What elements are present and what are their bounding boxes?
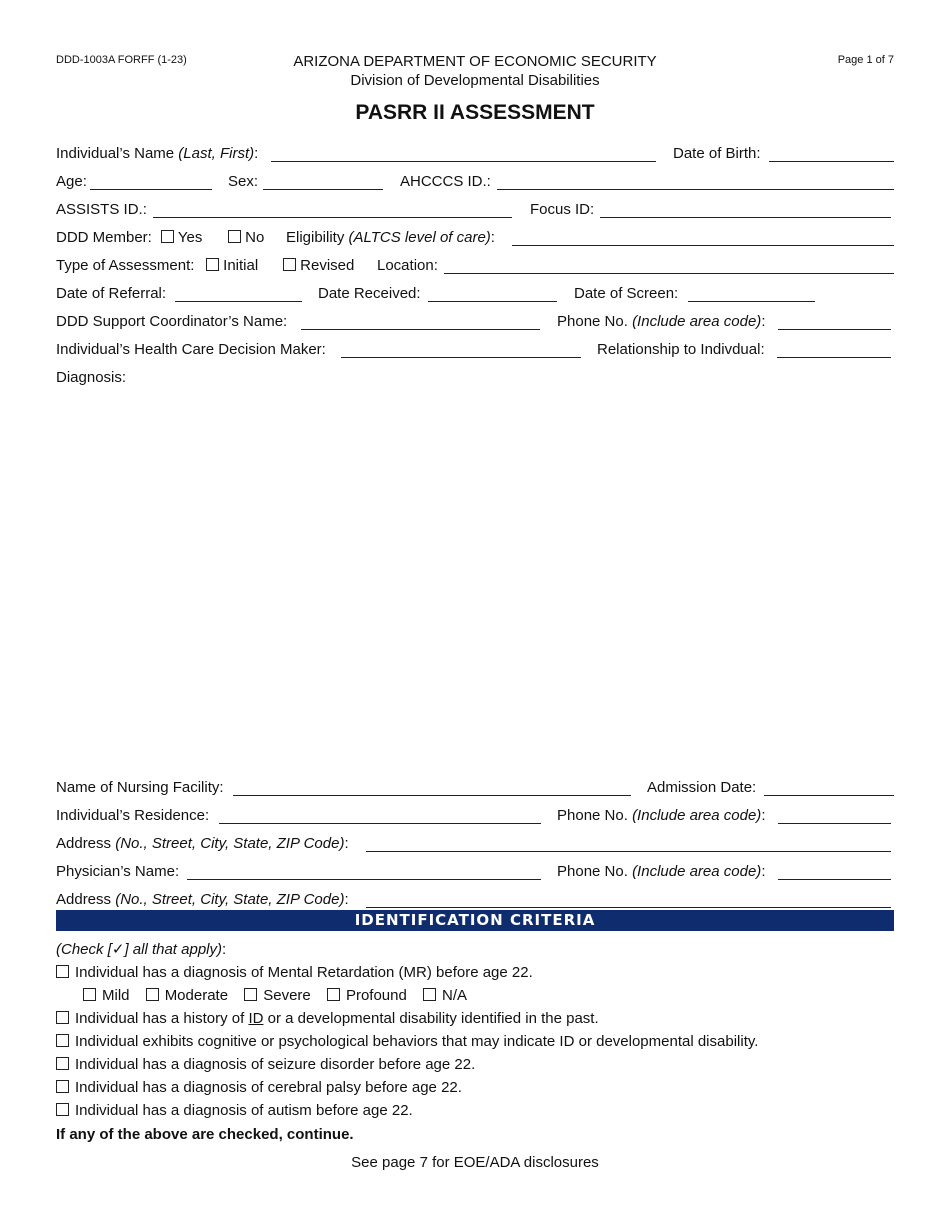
form-code: DDD-1003A FORFF (1-23) (56, 54, 187, 66)
ddd-yes-option[interactable]: Yes (161, 229, 202, 247)
date-screen-field[interactable] (688, 301, 815, 302)
decision-maker-field[interactable] (341, 357, 581, 358)
row-name (56, 145, 894, 165)
eligibility-field[interactable] (512, 245, 894, 246)
physician-address-field[interactable] (366, 907, 891, 908)
criteria-item-mr[interactable]: Individual has a diagnosis of Mental Retardation (MR) before age 22. (56, 964, 533, 982)
name-field[interactable] (271, 161, 656, 162)
ahcccs-label: AHCCCS ID.: (400, 173, 491, 190)
row-age (56, 173, 894, 193)
location-label: Location: (377, 257, 438, 274)
revised-option[interactable]: Revised (283, 257, 354, 275)
residence-phone-label: Phone No. (Include area code): (557, 807, 766, 824)
criteria-item-cerebral-palsy[interactable]: Individual has a diagnosis of cerebral palsy before age 22. (56, 1079, 462, 1097)
relationship-field[interactable] (777, 357, 891, 358)
row-decision-maker (56, 341, 894, 361)
diagnosis-label: Diagnosis: (56, 369, 127, 386)
relationship-label: Relationship to Indivdual: (597, 341, 765, 358)
dob-label: Date of Birth: (673, 145, 761, 162)
admission-date-label: Admission Date: (647, 779, 757, 796)
continue-note: If any of the above are checked, continue. (56, 1126, 354, 1143)
criteria-id-checkbox[interactable] (56, 1011, 69, 1024)
ddd-no-option[interactable]: No (228, 229, 264, 247)
row-residence (56, 807, 894, 827)
row-residence-address (56, 835, 894, 855)
severity-moderate-checkbox[interactable] (146, 988, 159, 1001)
severity-na-checkbox[interactable] (423, 988, 436, 1001)
division-name: Division of Developmental Disabilities (350, 72, 600, 89)
criteria-autism-checkbox[interactable] (56, 1103, 69, 1116)
ahcccs-field[interactable] (497, 189, 894, 190)
row-physician-address (56, 891, 894, 911)
residence-phone-field[interactable] (778, 823, 891, 824)
assists-field[interactable] (153, 217, 512, 218)
focus-field[interactable] (600, 217, 891, 218)
decision-maker-label: Individual’s Health Care Decision Maker: (56, 341, 326, 358)
ddd-member-label: DDD Member: (56, 229, 152, 246)
initial-checkbox[interactable] (206, 258, 219, 271)
physician-phone-field[interactable] (778, 879, 891, 880)
coordinator-label: DDD Support Coordinator’s Name: (56, 313, 288, 330)
row-ddd-member (56, 229, 894, 249)
age-field[interactable] (90, 189, 212, 190)
severity-severe-checkbox[interactable] (244, 988, 257, 1001)
physician-phone-label: Phone No. (Include area code): (557, 863, 766, 880)
sex-field[interactable] (263, 189, 383, 190)
nursing-facility-label: Name of Nursing Facility: (56, 779, 224, 796)
residence-address-label: Address (No., Street, City, State, ZIP Code): (56, 835, 349, 852)
sex-label: Sex: (228, 173, 259, 190)
age-label: Age: (56, 173, 87, 190)
dob-field[interactable] (769, 161, 894, 162)
agency-name: ARIZONA DEPARTMENT OF ECONOMIC SECURITY (293, 53, 657, 70)
criteria-seizure-checkbox[interactable] (56, 1057, 69, 1070)
criteria-cognitive-checkbox[interactable] (56, 1034, 69, 1047)
ddd-yes-checkbox[interactable] (161, 230, 174, 243)
row-coordinator (56, 313, 894, 333)
assists-label: ASSISTS ID.: (56, 201, 147, 218)
diagnosis-area[interactable] (56, 392, 894, 762)
physician-label: Physician’s Name: (56, 863, 180, 880)
criteria-mr-checkbox[interactable] (56, 965, 69, 978)
section-banner: IDENTIFICATION CRITERIA (56, 910, 894, 931)
residence-label: Individual’s Residence: (56, 807, 210, 824)
footer-note: See page 7 for EOE/ADA disclosures (351, 1154, 599, 1171)
check-mark-icon: ✓ (111, 941, 125, 958)
physician-address-label: Address (No., Street, City, State, ZIP Code): (56, 891, 349, 908)
severity-severe[interactable]: Severe (244, 987, 311, 1004)
row-assists (56, 201, 894, 221)
severity-mild-checkbox[interactable] (83, 988, 96, 1001)
criteria-item-autism[interactable]: Individual has a diagnosis of autism before age 22. (56, 1102, 413, 1120)
physician-field[interactable] (187, 879, 541, 880)
severity-mild[interactable]: Mild (83, 987, 130, 1004)
date-received-label: Date Received: (318, 285, 421, 302)
row-assessment-type (56, 257, 894, 277)
severity-profound[interactable]: Profound (327, 987, 407, 1004)
page-title: PASRR II ASSESSMENT (355, 101, 595, 124)
residence-address-field[interactable] (366, 851, 891, 852)
coordinator-phone-label: Phone No. (Include area code): (557, 313, 766, 330)
date-received-field[interactable] (428, 301, 557, 302)
residence-field[interactable] (219, 823, 541, 824)
initial-option[interactable]: Initial (206, 257, 258, 275)
focus-label: Focus ID: (530, 201, 595, 218)
admission-date-field[interactable] (764, 795, 894, 796)
criteria-item-cognitive[interactable]: Individual exhibits cognitive or psychological behaviors that may indicate ID or developmental disability. (56, 1033, 758, 1051)
coordinator-phone-field[interactable] (778, 329, 891, 330)
nursing-facility-field[interactable] (233, 795, 631, 796)
criteria-item-id[interactable]: Individual has a history of ID or a developmental disability identified in the past. (56, 1010, 599, 1028)
location-field[interactable] (444, 273, 894, 274)
row-dates (56, 285, 894, 305)
name-label: Individual’s Name (Last, First): (56, 145, 259, 162)
assessment-type-label: Type of Assessment: (56, 257, 195, 274)
row-physician (56, 863, 894, 883)
date-referral-field[interactable] (175, 301, 302, 302)
severity-moderate[interactable]: Moderate (146, 987, 228, 1004)
criteria-cerebral-palsy-checkbox[interactable] (56, 1080, 69, 1093)
severity-na[interactable]: N/A (423, 987, 467, 1004)
severity-options (83, 987, 467, 1005)
page-number: Page 1 of 7 (837, 54, 894, 66)
eligibility-label: Eligibility (ALTCS level of care): (286, 229, 495, 246)
coordinator-field[interactable] (301, 329, 540, 330)
revised-checkbox[interactable] (283, 258, 296, 271)
criteria-instruction: (Check [✓] all that apply): (56, 941, 227, 958)
ddd-no-checkbox[interactable] (228, 230, 241, 243)
criteria-item-seizure[interactable]: Individual has a diagnosis of seizure disorder before age 22. (56, 1056, 475, 1074)
date-screen-label: Date of Screen: (574, 285, 679, 302)
date-referral-label: Date of Referral: (56, 285, 167, 302)
severity-profound-checkbox[interactable] (327, 988, 340, 1001)
row-nursing-facility (56, 779, 894, 799)
